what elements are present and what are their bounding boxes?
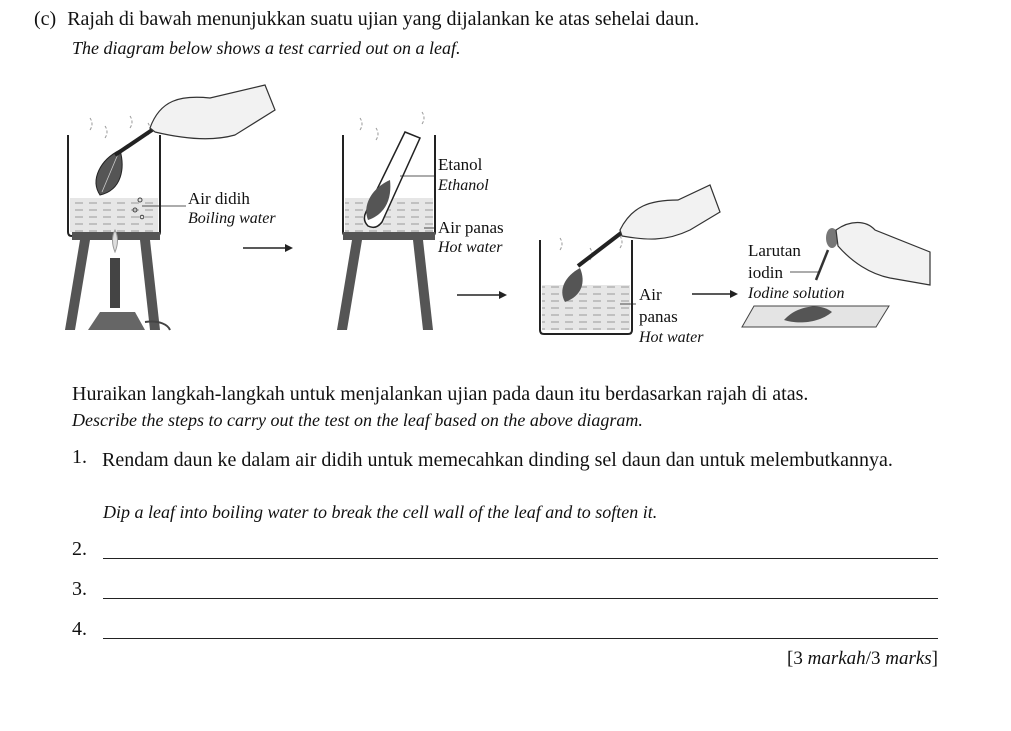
instruction-en: Describe the steps to carry out the test on the leaf based on the above diagram. (72, 410, 643, 430)
step-1-text-ms: Rendam daun ke dalam air didih untuk memecahkan dinding sel daun dan untuk melembutkannya. (102, 449, 893, 471)
leaf-icon (96, 150, 122, 195)
step-number: 2. (72, 538, 87, 560)
arrow-head-icon (285, 244, 293, 252)
hand-icon (150, 85, 275, 139)
step-number: 3. (72, 578, 87, 600)
hand-icon (620, 185, 720, 239)
dropper (816, 250, 828, 280)
label-iodine-solution-en: Iodine solution (748, 285, 845, 302)
marks-open: [3 (787, 648, 808, 669)
label-hot-water-ms: Air panas (438, 218, 504, 237)
marks-ms: markah (807, 648, 866, 669)
question-heading (34, 8, 699, 31)
hand-icon (836, 223, 930, 286)
label-ethanol-en: Ethanol (438, 177, 489, 194)
answer-rule[interactable] (103, 558, 938, 559)
forceps (578, 230, 625, 266)
label-air-line1: Air (639, 285, 662, 304)
label-iodin-line2: iodin (748, 263, 783, 282)
step-number: 1. (72, 446, 87, 468)
answer-rule[interactable] (103, 638, 938, 639)
arrow-head-icon (730, 290, 738, 298)
marks-close: ] (931, 648, 938, 669)
marks-en: marks (885, 648, 932, 669)
label-hot-water-en: Hot water (438, 239, 503, 256)
label-ethanol-ms: Etanol (438, 155, 483, 174)
burner-base (88, 312, 145, 330)
step-1 (72, 446, 938, 474)
marks-slash: /3 (865, 648, 886, 669)
leaf-test-diagram (60, 80, 940, 355)
boiling-stage (65, 85, 276, 330)
question-text-ms: Rajah di bawah menunjukkan suatu ujian yang dijalankan ke atas sehelai daun. (67, 8, 700, 30)
marks-allocation (787, 648, 938, 670)
tripod-leg (413, 240, 433, 330)
flame-icon (113, 230, 118, 252)
step-1-text-en: Dip a leaf into boiling water to break the cell wall of the leaf and to soften it. (103, 502, 658, 522)
tripod-leg (65, 240, 90, 330)
step-number: 4. (72, 618, 87, 640)
question-label: (c) (34, 8, 57, 30)
label-panas-line2: panas (639, 307, 678, 326)
arrow-head-icon (499, 291, 507, 299)
iodine-stage (742, 223, 930, 328)
question-text-en: The diagram below shows a test carried out on a leaf. (72, 38, 461, 58)
label-boiling-water-en: Boiling water (188, 210, 276, 227)
instruction-ms: Huraikan langkah-langkah untuk menjalankan ujian pada daun itu berdasarkan rajah di atas. (72, 383, 809, 405)
wire-gauze (343, 232, 435, 240)
ethanol-stage (337, 112, 504, 330)
label-larutan-line1: Larutan (748, 241, 801, 260)
forceps (115, 128, 155, 155)
rinse-stage (540, 185, 720, 346)
label-boiling-water-ms: Air didih (188, 189, 250, 208)
tripod-leg (337, 240, 362, 330)
answer-rule[interactable] (103, 598, 938, 599)
label-hot-water2-en: Hot water (639, 329, 704, 346)
tripod-leg (140, 240, 160, 330)
bunsen-burner (110, 258, 120, 308)
